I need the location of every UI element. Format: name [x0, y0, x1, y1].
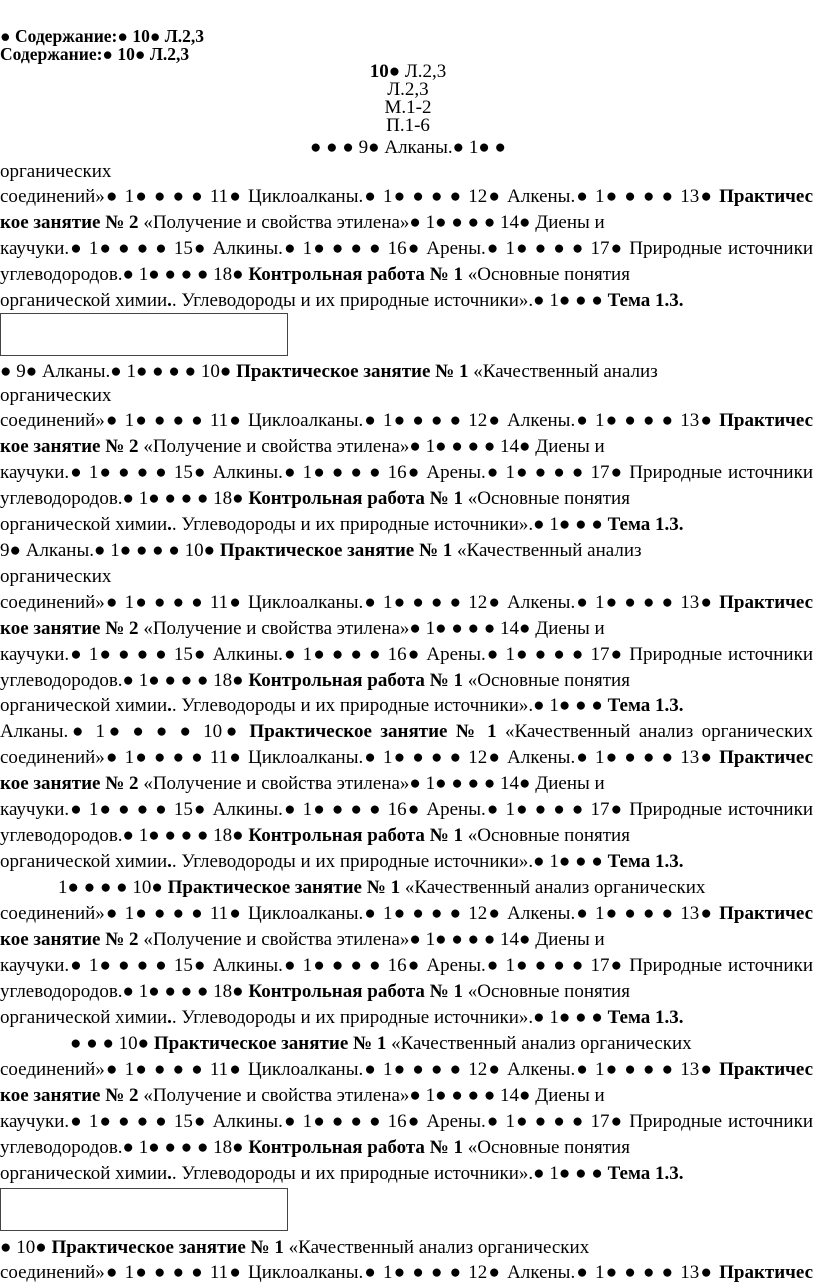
text-line: ● 10● Практическое занятие № 1 «Качественный анализ органических	[0, 1237, 590, 1258]
text-line: органических	[0, 566, 112, 587]
text-line: соединений»● 1● ● ● ● 11● Циклоалканы.● 1● ● ● ● 12● Алкены.● 1● ● ● ● 13● Практичес	[0, 592, 813, 613]
text-line: кое занятие № 2 «Получение и свойства этилена»● 1● ● ● ● 14● Диены и	[0, 212, 605, 233]
text-line: Алканы.● 1● ● ● ● 10● Практическое занятие № 1 «Качественный анализ органических	[0, 721, 813, 742]
center-line-4: П.1-6	[386, 115, 430, 136]
text-line: соединений»● 1● ● ● ● 11● Циклоалканы.● 1● ● ● ● 12● Алкены.● 1● ● ● ● 13● Практичес	[0, 747, 813, 768]
text-line: соединений»● 1● ● ● ● 11● Циклоалканы.● 1● ● ● ● 12● Алкены.● 1● ● ● ● 13● Практичес	[0, 1262, 813, 1283]
text-line: каучуки.● 1● ● ● ● 15● Алкины.● 1● ● ● ● 16● Арены.● 1● ● ● ● 17● Природные источники	[0, 644, 813, 665]
text-line: каучуки.● 1● ● ● ● 15● Алкины.● 1● ● ● ● 16● Арены.● 1● ● ● ● 17● Природные источники	[0, 238, 813, 259]
text-line: органической химии.. Углеводороды и их природные источники».● 1● ● ● Тема 1.3.	[0, 514, 684, 535]
text-line: кое занятие № 2 «Получение и свойства этилена»● 1● ● ● ● 14● Диены и	[0, 773, 605, 794]
center-line-3: М.1-2	[384, 97, 432, 118]
text-line: органической химии.. Углеводороды и их природные источники».● 1● ● ● Тема 1.3.	[0, 290, 684, 311]
text-line: органических	[0, 385, 112, 406]
center-line-1: 10● Л.2,3	[369, 61, 447, 82]
header-line-1: ● Содержание:● 10● Л.2,3	[0, 26, 205, 46]
center-line-2: Л.2,3	[387, 79, 429, 100]
text-line: углеводородов.● 1● ● ● ● 18● Контрольная работа № 1 «Основные понятия	[0, 670, 630, 691]
text-line: органической химии.. Углеводороды и их природные источники».● 1● ● ● Тема 1.3.	[0, 1007, 684, 1028]
center-line-5: ● ● ● 9● Алканы.● 1● ●	[309, 137, 507, 158]
text-line: кое занятие № 2 «Получение и свойства этилена»● 1● ● ● ● 14● Диены и	[0, 618, 605, 639]
empty-box	[0, 313, 288, 356]
text-line: каучуки.● 1● ● ● ● 15● Алкины.● 1● ● ● ● 16● Арены.● 1● ● ● ● 17● Природные источники	[0, 955, 813, 976]
text-line: кое занятие № 2 «Получение и свойства этилена»● 1● ● ● ● 14● Диены и	[0, 1085, 605, 1106]
text-line: кое занятие № 2 «Получение и свойства этилена»● 1● ● ● ● 14● Диены и	[0, 929, 605, 950]
text-line: углеводородов.● 1● ● ● ● 18● Контрольная работа № 1 «Основные понятия	[0, 981, 630, 1002]
text-line: органической химии.. Углеводороды и их природные источники».● 1● ● ● Тема 1.3.	[0, 695, 684, 716]
text-line: углеводородов.● 1● ● ● ● 18● Контрольная работа № 1 «Основные понятия	[0, 264, 630, 285]
text-line: соединений»● 1● ● ● ● 11● Циклоалканы.● 1● ● ● ● 12● Алкены.● 1● ● ● ● 13● Практичес	[0, 1059, 813, 1080]
text-line: органических	[0, 161, 112, 182]
header-line-2: Содержание:● 10● Л.2,3	[0, 44, 190, 64]
text-line: органической химии.. Углеводороды и их природные источники».● 1● ● ● Тема 1.3.	[0, 851, 684, 872]
text-line: углеводородов.● 1● ● ● ● 18● Контрольная работа № 1 «Основные понятия	[0, 1137, 630, 1158]
text-line: соединений»● 1● ● ● ● 11● Циклоалканы.● 1● ● ● ● 12● Алкены.● 1● ● ● ● 13● Практичес	[0, 410, 813, 431]
text-line: каучуки.● 1● ● ● ● 15● Алкины.● 1● ● ● ● 16● Арены.● 1● ● ● ● 17● Природные источники	[0, 462, 813, 483]
text-line: углеводородов.● 1● ● ● ● 18● Контрольная работа № 1 «Основные понятия	[0, 825, 630, 846]
text-line: соединений»● 1● ● ● ● 11● Циклоалканы.● 1● ● ● ● 12● Алкены.● 1● ● ● ● 13● Практичес	[0, 903, 813, 924]
text-line: каучуки.● 1● ● ● ● 15● Алкины.● 1● ● ● ● 16● Арены.● 1● ● ● ● 17● Природные источники	[0, 799, 813, 820]
text-line: 9● Алканы.● 1● ● ● ● 10● Практическое занятие № 1 «Качественный анализ	[0, 540, 642, 561]
text-line: каучуки.● 1● ● ● ● 15● Алкины.● 1● ● ● ● 16● Арены.● 1● ● ● ● 17● Природные источники	[0, 1111, 813, 1132]
text-line: органической химии.. Углеводороды и их природные источники».● 1● ● ● Тема 1.3.	[0, 1163, 684, 1184]
text-line: углеводородов.● 1● ● ● ● 18● Контрольная работа № 1 «Основные понятия	[0, 488, 630, 509]
text-line: 1● ● ● ● 10● Практическое занятие № 1 «Качественный анализ органических	[58, 877, 706, 898]
text-line: соединений»● 1● ● ● ● 11● Циклоалканы.● 1● ● ● ● 12● Алкены.● 1● ● ● ● 13● Практичес	[0, 186, 813, 207]
text-line: ● 9● Алканы.● 1● ● ● ● 10● Практическое занятие № 1 «Качественный анализ	[0, 361, 658, 382]
empty-box	[0, 1188, 288, 1231]
text-line: ● ● ● 10● Практическое занятие № 1 «Качественный анализ органических	[70, 1033, 692, 1054]
text-line: кое занятие № 2 «Получение и свойства этилена»● 1● ● ● ● 14● Диены и	[0, 436, 605, 457]
